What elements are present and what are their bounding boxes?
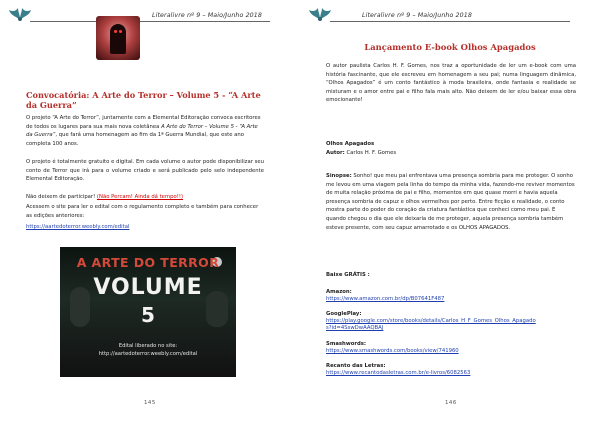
synopsis-paragraph: Sinopse: Sonho! que meu pai enfrentava uma presença sombria para me proteger. O sonho me levou em uma viagem pela linha do tempo da minha vida, fazendo-me reviver momentos de muita relação próxima de pai e filho, momentos em que quase morri e havia aquela presença sombria de capuz e olhos vermelhos por perto. Entre ficção e realidade, o conto mostra parte do poder do coração da criatura fantástica que conheci como meu pai. E quando chegou o dia que ele deixaria de me proteger, aquela presença sombria também esteve presente, com seu capuz amarrotado e os OLHOS APAGADOS. xyxy=(326,173,575,231)
googleplay-link-cont[interactable]: s?id=4SswDwAAQBAJ xyxy=(326,325,384,331)
left-header xyxy=(8,4,292,24)
cover-number: 5 xyxy=(141,303,155,327)
paragraph-ebook-intro: O autor paulista Carlos H. F. Gomes, nos traz a oportunidade de ler um e-book com uma história fascinante, que ele escreveu em homenagem a seu pai; numa linguagem dinâmica, “Olhos Apagados” é um conto fantástico à moda brasileira, onde fantasia e realidade se misturam e o amor entre pai e filho fala mais alto. Não deixem de ler e/ou baixar essa obra emocionante! xyxy=(326,63,576,104)
amazon-link-line xyxy=(326,295,576,304)
logo-eye-icon xyxy=(114,30,117,33)
page-number: 145 xyxy=(144,400,156,406)
convocatoria-title: Convocatória: A Arte do Terror – Volume 5 - “A Arte da Guerra” xyxy=(26,90,261,110)
amazon-label: Amazon: xyxy=(326,289,352,295)
googleplay-link[interactable]: https://play.google.com/store/books/details/Carlos_H_F_Gomes_Olhos_Apagado xyxy=(326,318,536,324)
header-rule xyxy=(330,21,570,22)
amazon-link[interactable]: https://www.amazon.com.br/dp/B07641F487 xyxy=(326,296,445,302)
recanto-link-line xyxy=(326,369,576,378)
ebook-launch-title: Lançamento E-book Olhos Apagados xyxy=(364,42,536,52)
smashwords-label: Smashwords: xyxy=(326,341,367,347)
edital-link[interactable]: https://aartedoterror.weebly.com/edital xyxy=(26,224,130,230)
recanto-label: Recanto das Letras: xyxy=(326,363,386,369)
volume-5-cover-image xyxy=(60,247,236,377)
logo-figure xyxy=(110,24,126,54)
right-page xyxy=(300,0,600,424)
paragraph-intro: O projeto “A Arte do Terror”, juntamente com a Elemental Editoração convoca escritores de todos os lugares para sua mais nova coletânea A Arte do Terror – Volume 5 - “A Arte da Guerra”, que fará uma homenagem ao fim da 1ª Guerra Mundial, que este ano completa 100 anos. xyxy=(26,115,261,147)
paragraph-access: Acessem o site para ler o edital com o regulamento completo e também para conhecer as edições anteriores: xyxy=(26,204,259,219)
header-title: Literalivre nº 9 – Maio/Junho 2018 xyxy=(152,12,262,19)
author-line: Autor: Carlos H. F. Gomes xyxy=(326,150,397,156)
nao-percam-link[interactable]: (Não Percam! Ainda dá tempo!!) xyxy=(96,194,184,200)
arte-do-terror-logo xyxy=(96,16,140,60)
right-header xyxy=(308,4,592,24)
cover-edital-text: Edital liberado no site: xyxy=(118,343,178,349)
download-label: Baixe GRÁTIS : xyxy=(326,272,370,278)
smashwords-link[interactable]: https://www.smashwords.com/books/view/741960 xyxy=(326,348,459,354)
googleplay-label: GooglePlay: xyxy=(326,311,362,317)
cover-url-text: http://aartedoterror.weebly.com/edital xyxy=(98,351,198,357)
paragraph-project: O projeto é totalmente gratuito e digital. Em cada volume o autor pode disponibilizar seu conto de Terror que irá para o volume criado e será publicado pelo selo independente Elemental Editoração. xyxy=(26,159,264,183)
paragraph-url xyxy=(26,223,264,232)
wing-logo-icon xyxy=(8,4,32,24)
googleplay-link-line-2 xyxy=(326,324,576,333)
paragraph-participate: Não deixem de participar! (Não Percam! Ainda dá tempo!!) xyxy=(26,194,184,200)
header-rule xyxy=(30,21,270,22)
smashwords-link-line xyxy=(326,347,576,356)
recanto-link[interactable]: https://www.recantodasletras.com.br/e-livros/6082563 xyxy=(326,370,471,376)
cover-volume: VOLUME xyxy=(93,275,203,300)
wing-logo-icon xyxy=(308,4,332,24)
cover-title: A ARTE DO TERROR xyxy=(76,255,220,270)
header-title: Literalivre nº 9 – Maio/Junho 2018 xyxy=(362,12,472,19)
page-number: 146 xyxy=(445,400,457,406)
book-title-label: Olhos Apagados xyxy=(326,141,375,147)
logo-eye-icon xyxy=(119,30,122,33)
